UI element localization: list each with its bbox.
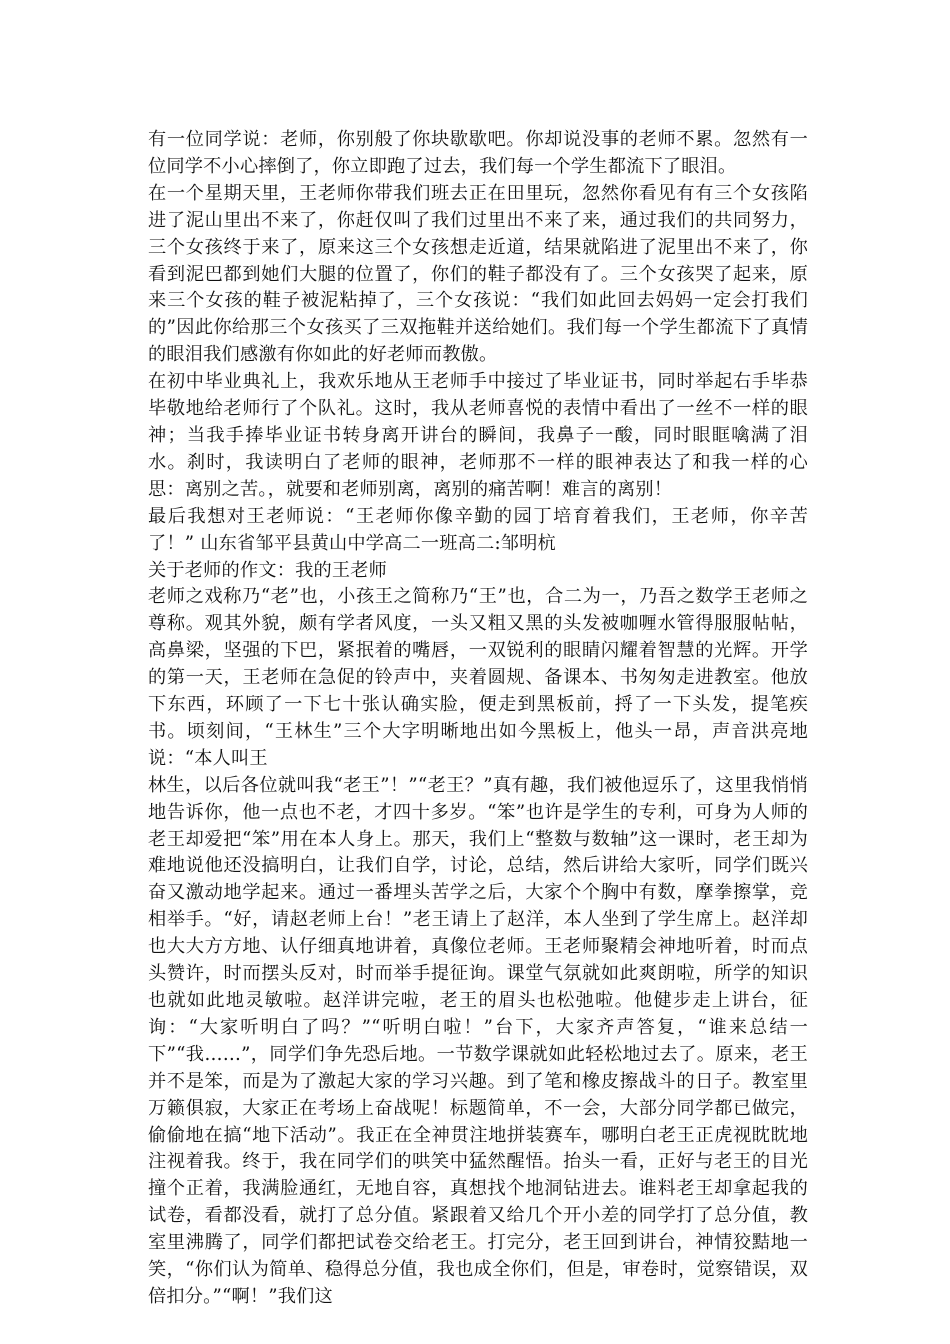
document-body — [148, 127, 808, 1311]
paragraph: 最后我想对王老师说：“王老师你像辛勤的园丁培育着我们，王老师，你辛苦了！” 山东省邹平县黄山中学高二一班高二:邹明杭 — [148, 505, 808, 554]
paragraph: 林生，以后各位就叫我“老王”！”“老王？”真有趣，我们被他逗乐了，这里我悄悄地告诉你，他一点也不老，才四十多岁。“笨”也许是学生的专利，可身为人师的老王却爱把“笨”用在本人身上。那天，我们上“整数与数轴”这一课时，老王却为难地说他还没搞明白，让我们自学，讨论，总结，然后讲给大家听，同学们既兴奋又激动地学起来。通过一番埋头苦学之后，大家个个胸中有数，摩拳擦掌，竞相举手。“好，请赵老师上台！”老王请上了赵洋，本人坐到了学生席上。赵洋却也大大方方地、认仔细真地讲着，真像位老师。王老师聚精会神地听着，时而点头赞许，时而摆头反对，时而举手提征询。课堂气氛就如此爽朗啦，所学的知识也就如此地灵敏啦。赵洋讲完啦，老王的眉头也松弛啦。他健步走上讲台，征询：“大家听明白了吗？”“听明白啦！”台下，大家齐声答复，“谁来总结一下”“我……”，同学们争先恐后地。一节数学课就如此轻松地过去了。原来，老王并不是笨，而是为了激起大家的学习兴趣。到了笔和橡皮擦战斗的日子。教室里万籁俱寂，大家正在考场上奋战呢！标题简单，不一会，大部分同学都已做完，偷偷地在搞“地下活动”。我正在全神贯注地拼装赛车，哪明白老王正虎视眈眈地注视着我。终于，我在同学们的哄笑中猛然醒悟。抬头一看，正好与老王的目光撞个正着，我满脸通红，无地自容，真想找个地洞钻进去。谁料老王却拿起我的试卷，看都没看，就打了总分值。紧跟着又给几个开小差的同学打了总分值，教室里沸腾了，同学们都把试卷交给老王。打完分，老王回到讲台，神情狡黠地一笑，“你们认为简单、稳得总分值，我也成全你们，但是，审卷时，觉察错误，双倍扣分。”“啊！”我们这 — [148, 774, 808, 1307]
essay-title: 关于老师的作文：我的王老师 — [148, 559, 388, 581]
paragraph: 有一位同学说：老师，你别般了你块歇歇吧。你却说没事的老师不累。忽然有一位同学不小心摔倒了，你立即跑了过去，我们每一个学生都流下了眼泪。 — [148, 129, 808, 177]
paragraph: 在初中毕业典礼上，我欢乐地从王老师手中接过了毕业证书，同时举起右手毕恭毕敬地给老师行了个队礼。这时，我从老师喜悦的表情中看出了一丝不一样的眼神；当我手捧毕业证书转身离开讲台的瞬间，我鼻子一酸，同时眼眶噙满了泪水。刹时，我读明白了老师的眼神，老师那不一样的眼神表达了和我一样的心思：离别之苦。，就要和老师别离，离别的痛苦啊！难言的离别！ — [148, 371, 808, 500]
paragraph: 在一个星期天里，王老师你带我们班去正在田里玩，忽然你看见有有三个女孩陷进了泥山里出不来了，你赶仅叫了我们过里出不来了来，通过我们的共同努力，三个女孩终于来了，原来这三个女孩想走近道，结果就陷进了泥里出不来了，你看到泥巴都到她们大腿的位置了，你们的鞋子都没有了。三个女孩哭了起来，原来三个女孩的鞋子被泥粘掉了，三个女孩说：“我们如此回去妈妈一定会打我们的”因此你给那三个女孩买了三双拖鞋并送给她们。我们每一个学生都流下了真情的眼泪我们感激有你如此的好老师而教傲。 — [148, 182, 808, 366]
paragraph: 老师之戏称乃“老”也，小孩王之简称乃“王”也，合二为一，乃吾之数学王老师之尊称。观其外貌，颇有学者风度，一头又粗又黑的头发被咖喱水管得服服帖帖，高鼻梁，坚强的下巴，紧抿着的嘴唇，一双锐利的眼睛闪耀着智慧的光辉。开学的第一天，王老师在急促的铃声中，夹着圆规、备课本、书匆匆走进教室。他放下东西，环顾了一下七十张认确实脸，便走到黑板前，捋了一下头发，提笔疾书。顷刻间，“王林生”三个大字明晰地出如今黑板上，他头一昂，声音洪亮地说：“本人叫王 — [148, 586, 808, 769]
